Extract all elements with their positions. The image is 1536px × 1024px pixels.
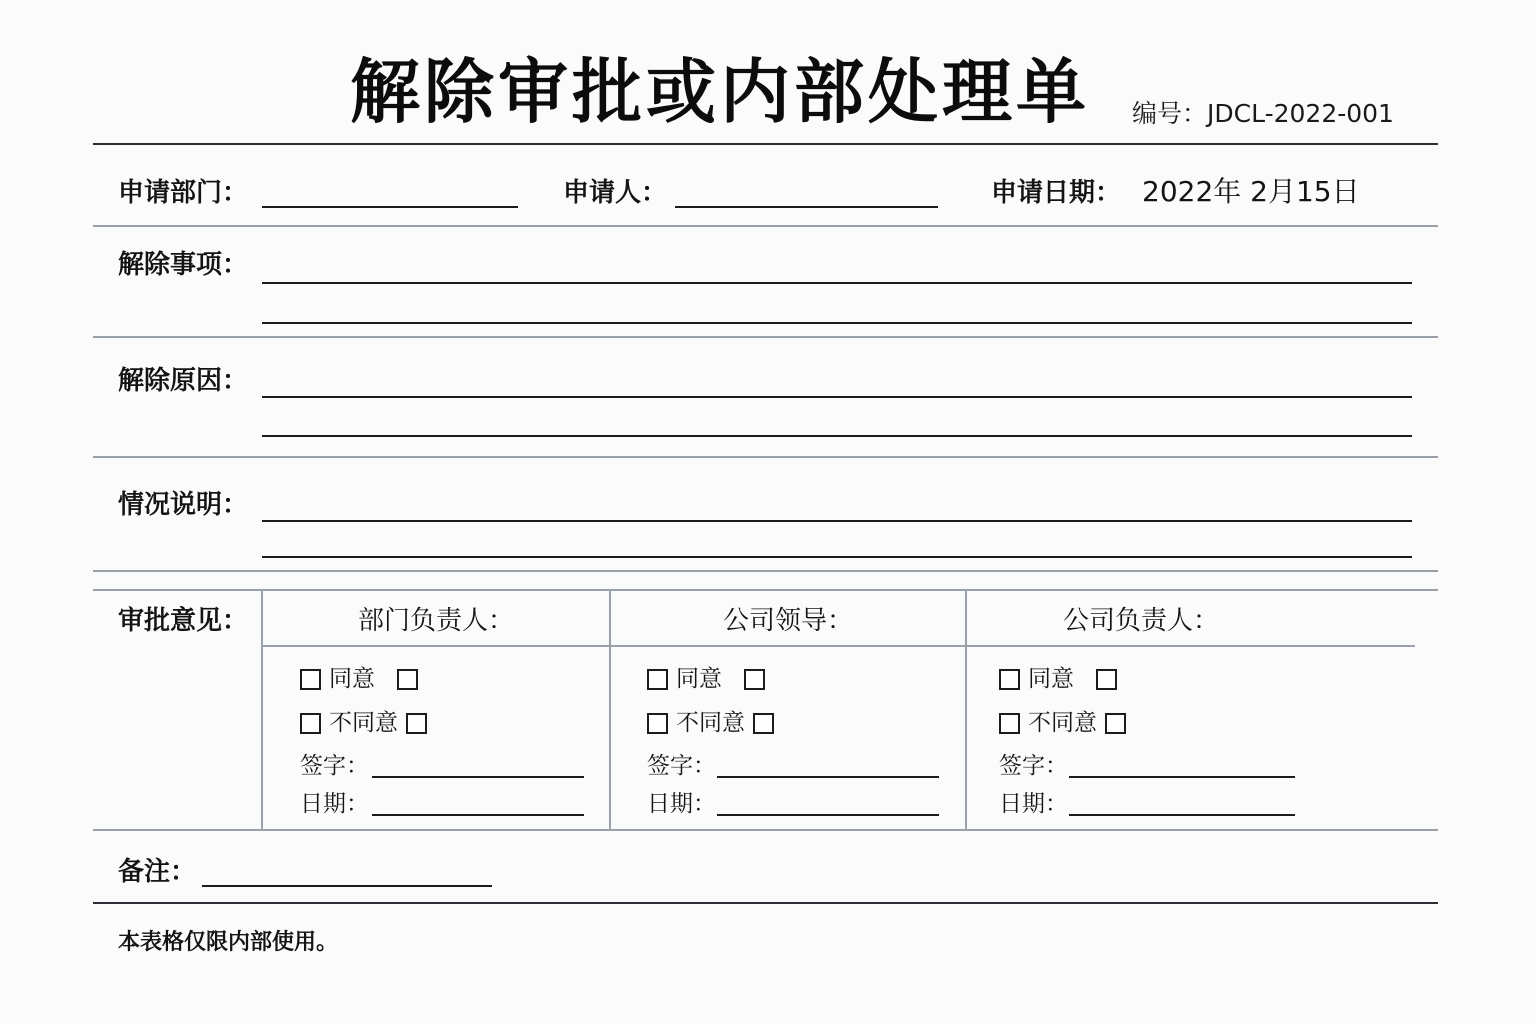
form-title: 解除审批或内部处理单 xyxy=(350,51,1090,133)
footer-divider xyxy=(93,902,1438,904)
approve-checkbox-extra[interactable] xyxy=(744,669,765,690)
section-description-line-1[interactable] xyxy=(262,520,1412,522)
reject-checkbox-extra[interactable] xyxy=(753,713,774,734)
sign-field[interactable] xyxy=(1069,776,1295,778)
approve-option xyxy=(999,665,1117,693)
approve-label: 同意 xyxy=(329,666,375,692)
approve-label: 同意 xyxy=(676,666,722,692)
sign-label: 签字： xyxy=(999,753,1068,779)
approval-header-head: 公司负责人： xyxy=(1062,606,1219,636)
approval-header-divider xyxy=(262,645,1415,647)
approve-checkbox[interactable] xyxy=(647,669,668,690)
department-field[interactable] xyxy=(262,206,518,208)
date-label: 日期： xyxy=(647,791,716,817)
serial-number xyxy=(1132,98,1394,130)
section-reason-line-2[interactable] xyxy=(262,435,1412,437)
serial-value: JDCL-2022-001 xyxy=(1207,99,1394,128)
reject-label: 不同意 xyxy=(329,710,398,736)
section-reason-label: 解除原因： xyxy=(118,366,249,396)
reject-option xyxy=(647,709,774,737)
department-label: 申请部门： xyxy=(118,178,249,208)
section-matter-label: 解除事项： xyxy=(118,250,249,280)
approve-checkbox-extra[interactable] xyxy=(397,669,418,690)
sign-label: 签字： xyxy=(647,753,716,779)
approve-option xyxy=(300,665,418,693)
date-field[interactable] xyxy=(372,814,584,816)
date-field[interactable] xyxy=(717,814,939,816)
remarks-field[interactable] xyxy=(202,885,492,887)
remarks-label: 备注： xyxy=(118,857,197,887)
info-divider xyxy=(93,225,1438,227)
approve-checkbox[interactable] xyxy=(300,669,321,690)
approve-option xyxy=(647,665,765,693)
reject-option xyxy=(999,709,1126,737)
title-divider xyxy=(93,143,1438,145)
approval-label: 审批意见： xyxy=(118,606,249,636)
reject-checkbox[interactable] xyxy=(300,713,321,734)
reject-checkbox[interactable] xyxy=(647,713,668,734)
reject-label: 不同意 xyxy=(676,710,745,736)
reject-option xyxy=(300,709,427,737)
section-matter-line-2[interactable] xyxy=(262,322,1412,324)
section-reason-line-1[interactable] xyxy=(262,396,1412,398)
section-divider xyxy=(93,456,1438,458)
reject-checkbox[interactable] xyxy=(999,713,1020,734)
section-description-line-2[interactable] xyxy=(262,556,1412,558)
reject-checkbox-extra[interactable] xyxy=(1105,713,1126,734)
date-label: 日期： xyxy=(300,791,369,817)
reject-label: 不同意 xyxy=(1028,710,1097,736)
approval-header-dept: 部门负责人： xyxy=(357,606,514,636)
section-divider xyxy=(93,336,1438,338)
sign-field[interactable] xyxy=(372,776,584,778)
date-label: 申请日期： xyxy=(991,178,1122,208)
serial-label: 编号： xyxy=(1132,99,1208,128)
date-value[interactable]: 2022年 2月15日 xyxy=(1142,175,1360,208)
applicant-field[interactable] xyxy=(675,206,938,208)
section-description-label: 情况说明： xyxy=(118,490,249,520)
applicant-label: 申请人： xyxy=(563,178,668,208)
date-label: 日期： xyxy=(999,791,1068,817)
sign-label: 签字： xyxy=(300,753,369,779)
approve-checkbox[interactable] xyxy=(999,669,1020,690)
footer-note: 本表格仅限内部使用。 xyxy=(118,930,339,955)
section-matter-line-1[interactable] xyxy=(262,282,1412,284)
approval-top-border xyxy=(93,589,1438,591)
approve-label: 同意 xyxy=(1028,666,1074,692)
section-divider xyxy=(93,570,1438,572)
approval-header-leader: 公司领导： xyxy=(722,606,853,636)
approval-bottom-border xyxy=(93,829,1438,831)
approve-checkbox-extra[interactable] xyxy=(1096,669,1117,690)
reject-checkbox-extra[interactable] xyxy=(406,713,427,734)
date-field[interactable] xyxy=(1069,814,1295,816)
sign-field[interactable] xyxy=(717,776,939,778)
